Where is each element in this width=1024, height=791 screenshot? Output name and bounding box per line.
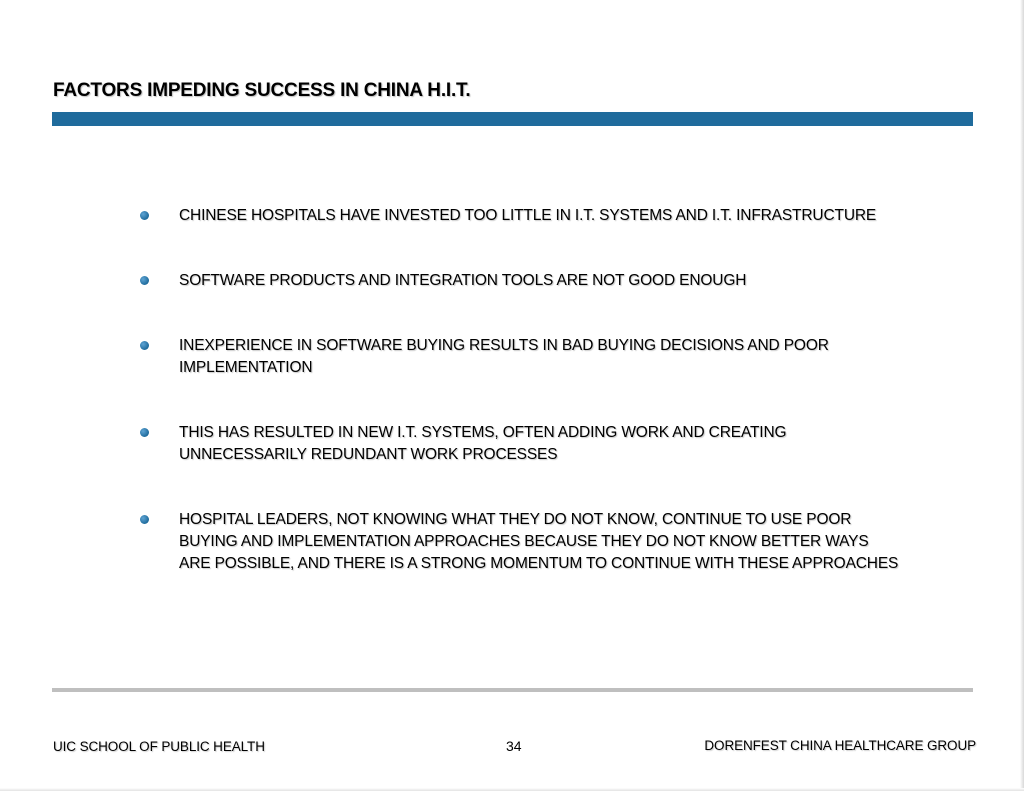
bullet-dot-icon [140,428,149,437]
page-number: 34 [506,738,522,754]
slide-right-shadow [1020,0,1024,791]
bullet-item [140,422,900,466]
bullet-text: HOSPITAL LEADERS, NOT KNOWING WHAT THEY DO NOT KNOW, CONTINUE TO USE POOR BUYING AND IMPLEMENTATION APPROACHES BECAUSE THEY DO NOT KNOW BETTER WAYS ARE POSSIBLE, AND THERE IS A STRONG MOMENTUM TO CONTINUE WITH THESE APPROACHES [179,511,899,572]
bullet-item [140,205,900,227]
bullet-text: THIS HAS RESULTED IN NEW I.T. SYSTEMS, OFTEN ADDING WORK AND CREATING UNNECESSARILY REDUNDANT WORK PROCESSES [179,424,787,463]
bullet-item [140,270,900,292]
bullet-list [140,205,900,575]
bullet-item [140,509,900,575]
bullet-dot-icon [140,276,149,285]
bullet-dot-icon [140,341,149,350]
slide-title: FACTORS IMPEDING SUCCESS IN CHINA H.I.T. [53,80,471,101]
bullet-dot-icon [140,515,149,524]
bullet-dot-icon [140,211,149,220]
footer-divider [52,688,973,692]
bullet-text: SOFTWARE PRODUCTS AND INTEGRATION TOOLS ARE NOT GOOD ENOUGH [179,272,747,289]
footer-organization: UIC SCHOOL OF PUBLIC HEALTH [53,739,265,754]
footer-company: DORENFEST CHINA HEALTHCARE GROUP [704,738,976,753]
bullet-text: INEXPERIENCE IN SOFTWARE BUYING RESULTS IN BAD BUYING DECISIONS AND POOR IMPLEMENTATION [179,337,829,376]
bullet-text: CHINESE HOSPITALS HAVE INVESTED TOO LITTLE IN I.T. SYSTEMS AND I.T. INFRASTRUCTURE [179,207,877,224]
title-underline-bar [52,112,973,126]
bullet-item [140,335,900,379]
